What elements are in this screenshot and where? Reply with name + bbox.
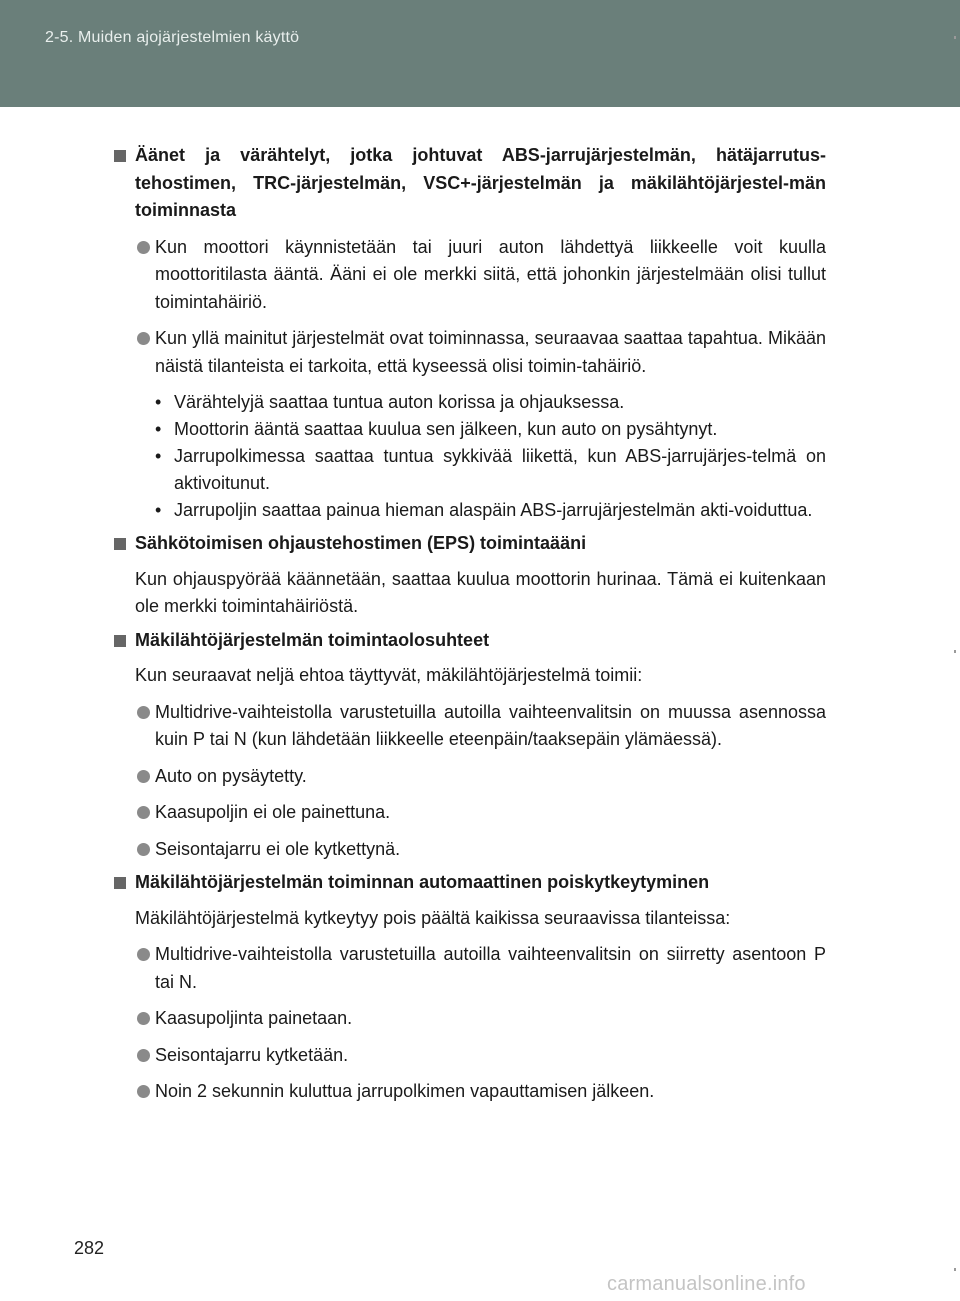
dot-bullet-icon: • (155, 392, 162, 412)
dot-bullet-icon: • (155, 446, 162, 466)
circle-bullet-icon (137, 1012, 150, 1025)
list-item: Seisontajarru kytketään. (113, 1042, 826, 1070)
sub-list-item: • Moottorin ääntä saattaa kuulua sen jälkeen, kun auto on pysähtynyt. (113, 416, 826, 443)
list-item: Kun moottori käynnistetään tai juuri auton lähdettyä liikkeelle voit kuulla moottoritilasta ääntä. Ääni ei ole merkki siitä, että johonkin järjestelmään olisi tullut toimintahäiriö. (113, 234, 826, 317)
circle-bullet-icon (137, 843, 150, 856)
sub-list-item: • Jarrupolkimessa saattaa tuntua sykkivää liikettä, kun ABS-jarrujärjes-telmä on aktivoitunut. (113, 443, 826, 497)
circle-bullet-icon (137, 1049, 150, 1062)
chapter-title: 2-5. Muiden ajojärjestelmien käyttö (45, 29, 300, 46)
sub-list-item: • Jarrupoljin saattaa painua hieman alaspäin ABS-jarrujärjestelmän akti-voiduttua. (113, 497, 826, 524)
paragraph: Kun ohjauspyörää käännetään, saattaa kuulua moottorin hurinaa. Tämä ei kuitenkaan ole merkki toimintahäiriöstä. (135, 568, 826, 616)
page-content (113, 140, 826, 1106)
list-item: Kun yllä mainitut järjestelmät ovat toiminnassa, seuraavaa saattaa tapahtua. Mikään näistä tilanteista ei tarkoita, että kyseessä olisi toimin-tahäiriö. (113, 325, 826, 380)
sub-list-item: • Värähtelyjä saattaa tuntua auton korissa ja ohjauksessa. (113, 389, 826, 416)
list-item: Seisontajarru ei ole kytkettynä. (113, 836, 826, 864)
crop-mark (954, 36, 956, 39)
section-heading: Mäkilähtöjärjestelmän toimintaolosuhteet (113, 627, 826, 655)
section-heading: Äänet ja värähtelyt, jotka johtuvat ABS-jarrujärjestelmän, hätäjarrutus-tehostimen, TRC-järjestelmän, VSC+-järjestelmän ja mäkilähtöjärjestel-män toiminnasta (113, 142, 826, 225)
list-item: Kaasupoljin ei ole painettuna. (113, 799, 826, 827)
dot-bullet-icon: • (155, 419, 162, 439)
section-heading: Mäkilähtöjärjestelmän toiminnan automaattinen poiskytkeytyminen (113, 869, 826, 897)
list-item: Multidrive-vaihteistolla varustetuilla autoilla vaihteenvalitsin on siirretty asentoon P tai N. (113, 941, 826, 996)
square-bullet-icon (114, 635, 126, 647)
circle-bullet-icon (137, 806, 150, 819)
section-heading: Sähkötoimisen ohjaustehostimen (EPS) toimintaääni (113, 530, 826, 558)
square-bullet-icon (114, 877, 126, 889)
circle-bullet-icon (137, 332, 150, 345)
circle-bullet-icon (137, 770, 150, 783)
list-item: Noin 2 sekunnin kuluttua jarrupolkimen vapauttamisen jälkeen. (113, 1078, 826, 1106)
crop-mark (954, 1268, 956, 1271)
page-number: 282 (74, 1238, 105, 1258)
circle-bullet-icon (137, 706, 150, 719)
watermark-text: carmanualsonline.info (607, 1273, 806, 1295)
page-header-band (0, 0, 960, 107)
crop-mark (954, 650, 956, 653)
list-item: Kaasupoljinta painetaan. (113, 1005, 826, 1033)
dot-bullet-icon: • (155, 500, 162, 520)
paragraph: Kun seuraavat neljä ehtoa täyttyvät, mäkilähtöjärjestelmä toimii: (135, 665, 643, 685)
square-bullet-icon (114, 150, 126, 162)
paragraph: Mäkilähtöjärjestelmä kytkeytyy pois päältä kaikissa seuraavissa tilanteissa: (135, 907, 731, 928)
list-item: Auto on pysäytetty. (113, 763, 826, 791)
square-bullet-icon (114, 538, 126, 550)
list-item: Multidrive-vaihteistolla varustetuilla autoilla vaihteenvalitsin on muussa asennossa kuin P tai N (kun lähdetään liikkeelle eteenpäin/taaksepäin ylämäessä). (113, 699, 826, 754)
circle-bullet-icon (137, 948, 150, 961)
circle-bullet-icon (137, 241, 150, 254)
circle-bullet-icon (137, 1085, 150, 1098)
